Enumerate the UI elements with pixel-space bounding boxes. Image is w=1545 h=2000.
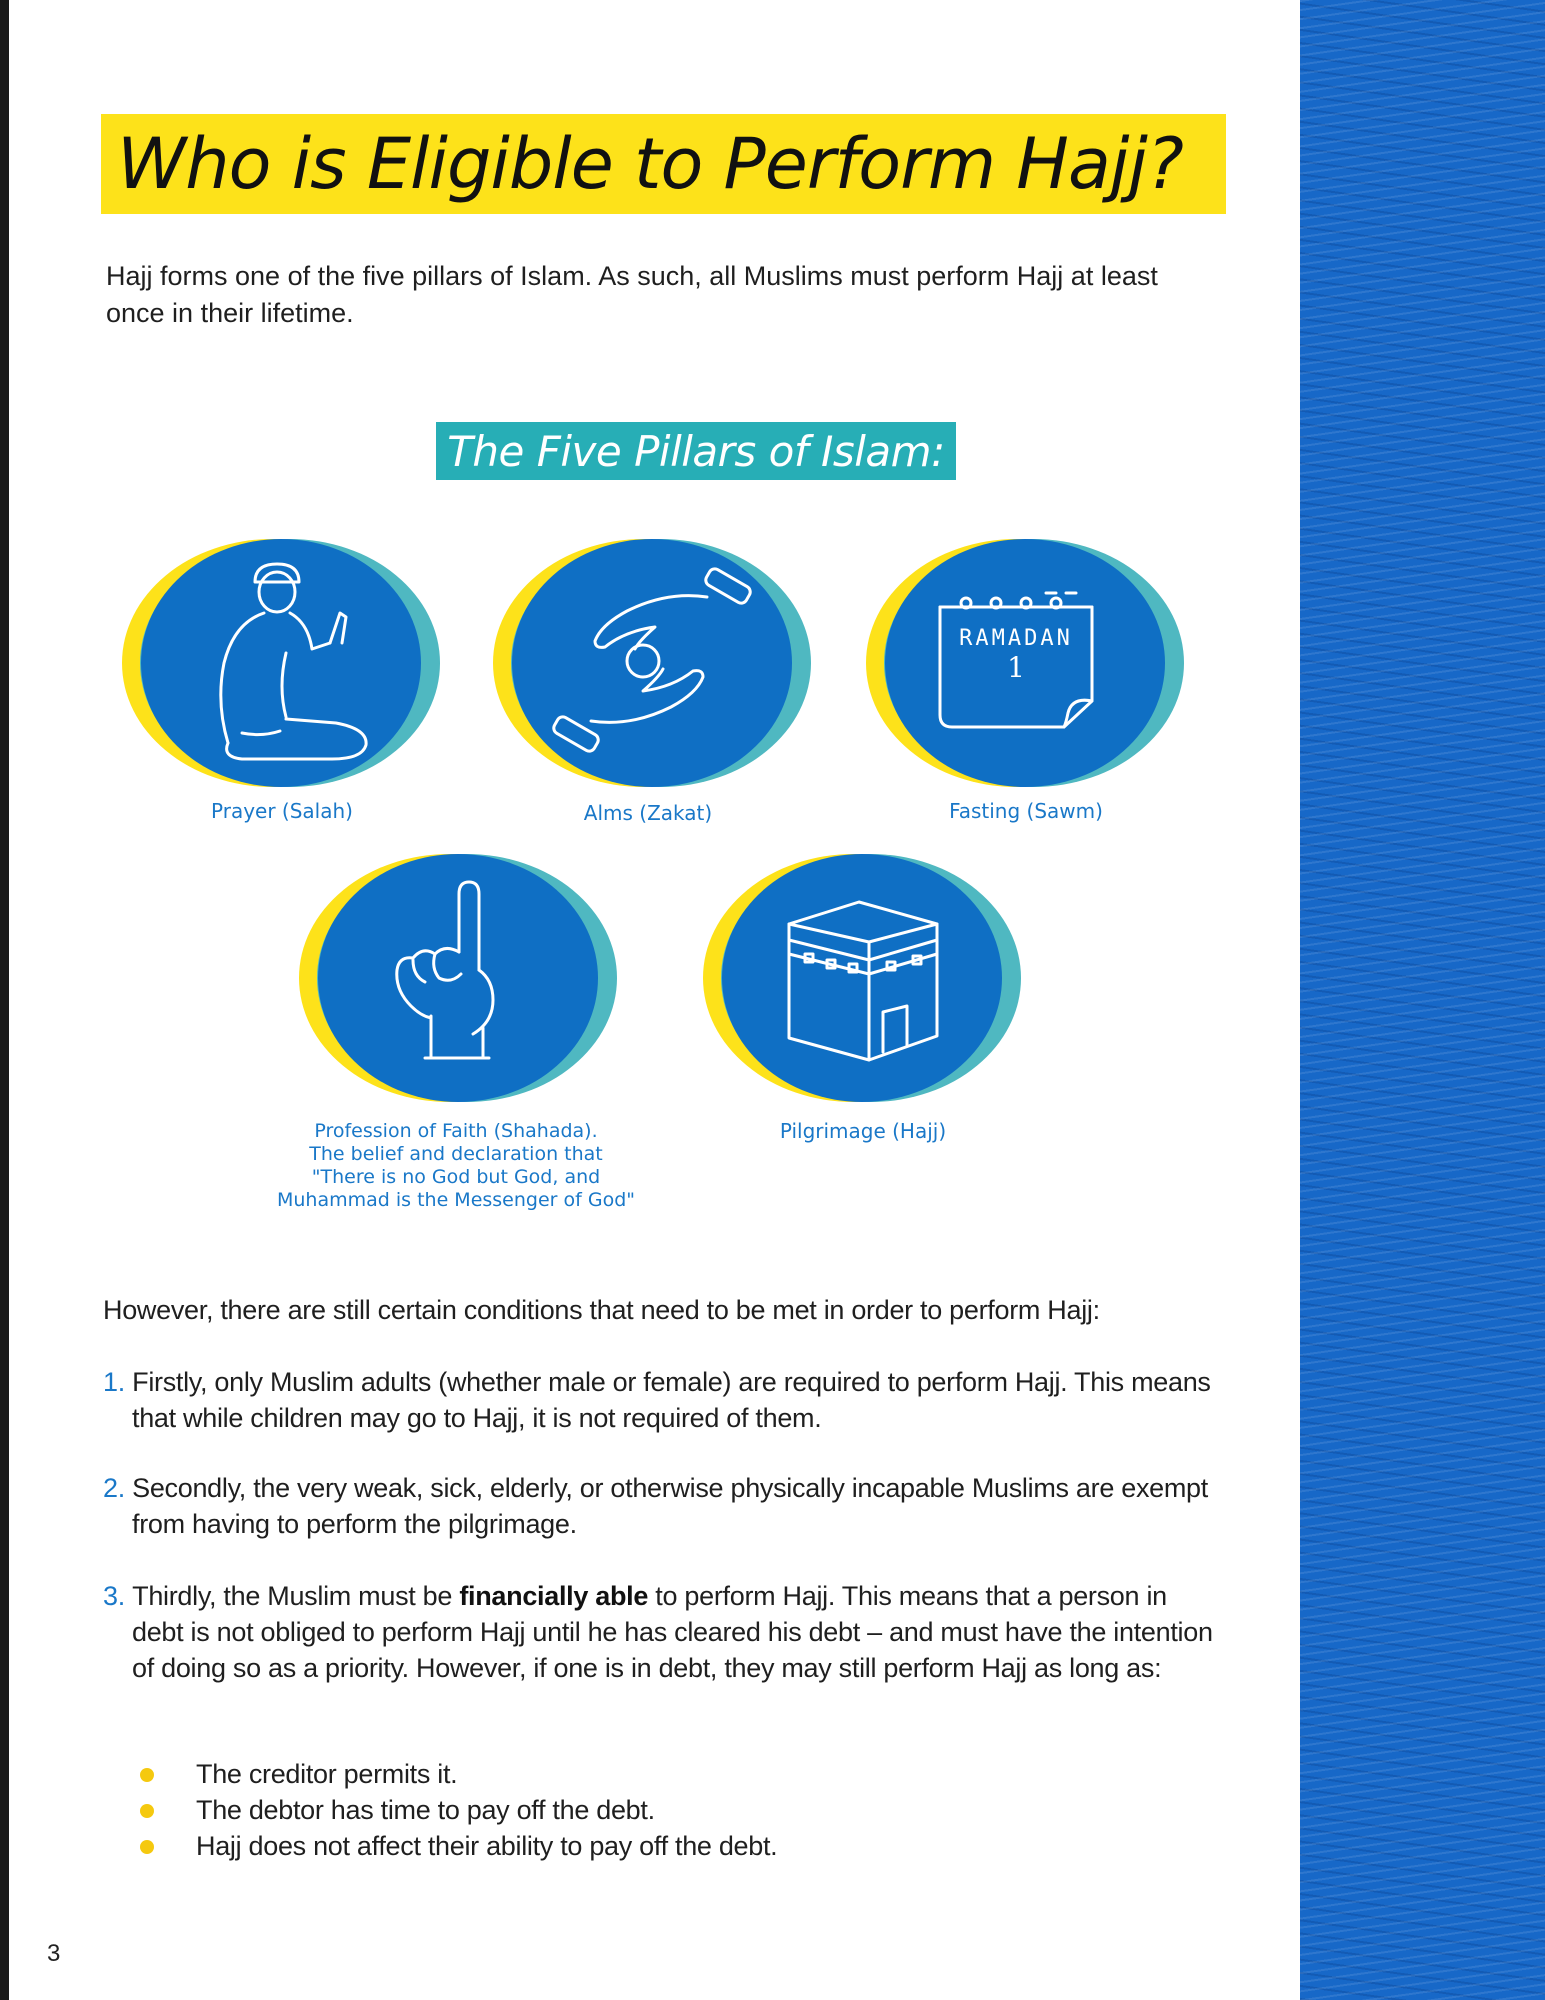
- condition-1-text: Firstly, only Muslim adults (whether male or female) are required to perform Hajj. This means that while children may go to Hajj, it is not required of them.: [132, 1367, 1211, 1433]
- condition-3-bold: financially able: [459, 1581, 649, 1611]
- list-item: Hajj does not affect their ability to pay off the debt.: [140, 1828, 1240, 1864]
- page-number: 3: [47, 1940, 61, 1967]
- pillar-label-hajj: Pilgrimage (Hajj): [779, 1119, 947, 1143]
- condition-1: [103, 1364, 1223, 1436]
- condition-3-number: 3.: [103, 1581, 125, 1611]
- calendar-day: 1: [1007, 651, 1025, 684]
- decorative-blue-band: [1300, 0, 1545, 2000]
- pillar-fasting: [866, 537, 1186, 797]
- title-highlight: [101, 114, 1226, 214]
- page-title: Who is Eligible to Perform Hajj?: [117, 123, 1183, 205]
- list-item: The creditor permits it.: [140, 1756, 1240, 1792]
- condition-2-text: Secondly, the very weak, sick, elderly, or otherwise physically incapable Muslims are exempt from having to perform the pilgrimage.: [132, 1473, 1208, 1539]
- condition-2-number: 2.: [103, 1473, 125, 1503]
- list-item: The debtor has time to pay off the debt.: [140, 1792, 1240, 1828]
- pillar-label-prayer: Prayer (Salah): [211, 799, 353, 823]
- shahada-line-2: The belief and declaration that: [309, 1143, 603, 1165]
- condition-1-number: 1.: [103, 1367, 125, 1397]
- shahada-line-3: "There is no God but God, and: [311, 1166, 601, 1188]
- condition-2: [103, 1470, 1223, 1542]
- pillar-prayer: [122, 537, 442, 797]
- shahada-line-1: Profession of Faith (Shahada).: [314, 1120, 598, 1142]
- pillar-label-alms: Alms (Zakat): [583, 801, 713, 825]
- conditions-intro: However, there are still certain conditions that need to be met in order to perform Hajj:: [103, 1295, 1100, 1325]
- left-edge-strip: [0, 0, 9, 2000]
- calendar-month: RAMADAN: [959, 626, 1073, 651]
- condition-3-text-before: Thirdly, the Muslim must be: [132, 1581, 460, 1611]
- bullet-dot-icon: [140, 1804, 154, 1818]
- calendar-icon: [866, 537, 1186, 797]
- pillar-alms: [493, 537, 813, 797]
- debt-conditions-list: [140, 1756, 1240, 1864]
- intro-paragraph: Hajj forms one of the five pillars of Islam. As such, all Muslims must perform Hajj at least once in their lifetime.: [106, 261, 1158, 328]
- pillar-label-fasting: Fasting (Sawm): [949, 799, 1103, 823]
- condition-3-text-after: to perform Hajj. This means that a person in debt is not obliged to perform Hajj until he has cleared his debt – and must have the intention of doing so as a priority. However, if one is in debt, they may still perform Hajj as long as:: [132, 1581, 1213, 1683]
- pillars-heading-box: [436, 422, 956, 480]
- raised-finger-icon: [299, 852, 619, 1112]
- bullet-dot-icon: [140, 1840, 154, 1854]
- bullet-dot-icon: [140, 1768, 154, 1782]
- prayer-person-icon: [122, 537, 442, 797]
- shahada-line-4: Muhammad is the Messenger of God": [276, 1189, 636, 1211]
- pillar-label-shahada: [266, 1120, 646, 1212]
- pillar-hajj: [703, 852, 1023, 1112]
- kaaba-icon: [703, 852, 1023, 1112]
- pillars-heading: The Five Pillars of Islam:: [447, 426, 945, 476]
- condition-3: [103, 1578, 1223, 1686]
- pillar-shahada: [299, 852, 619, 1112]
- giving-hands-icon: [493, 537, 813, 797]
